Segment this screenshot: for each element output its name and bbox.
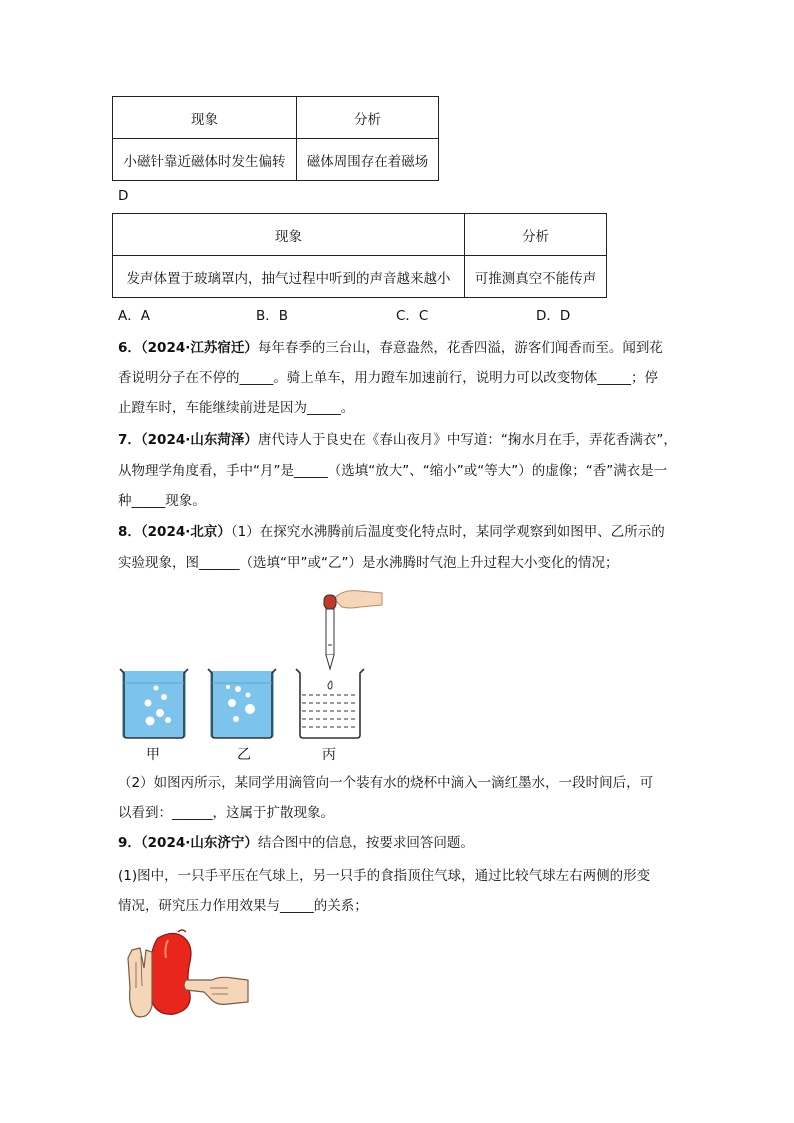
q8-line-1: [118, 522, 665, 542]
q8-source: （2024·北京）: [140, 524, 231, 540]
flat-hand: [128, 948, 152, 1017]
option-d-label: D: [118, 188, 129, 204]
table-d-cell-analysis: 可推测真空不能传声: [465, 256, 607, 298]
q9-source: （2024·山东济宁）: [140, 835, 258, 851]
figure-label-bing: 丙: [322, 747, 336, 763]
choice-d[interactable]: D．D: [536, 308, 571, 324]
q9-line-2: (1)图中，一只手平压在气球上，另一只手的食指顶住气球，通过比较气球左右两侧的形变: [118, 868, 651, 884]
dropper-with-hand: [324, 591, 382, 669]
table-d-header-analysis: 分析: [465, 214, 607, 256]
table-c-header-phenomenon: 现象: [113, 97, 297, 139]
balloon-figure: [124, 928, 254, 1022]
figure-label-jia: 甲: [146, 747, 160, 763]
choice-a[interactable]: A．A: [118, 308, 150, 324]
choice-c[interactable]: C．C: [396, 308, 429, 324]
q7-source: （2024·山东菏泽）: [140, 432, 258, 448]
q7-number: 7．: [118, 432, 141, 448]
beaker-bing: [296, 669, 364, 738]
q9-text-1: 结合图中的信息，按要求回答问题。: [257, 835, 474, 851]
beaker-yi: [208, 669, 276, 738]
q9-line-1: [118, 833, 474, 853]
beaker-figure: [110, 585, 400, 765]
q6-line-3: 止蹬车时，车能继续前进是因为_____。: [118, 400, 355, 416]
q8-line-4: 以看到：______，这属于扩散现象。: [118, 805, 334, 821]
table-c-cell-analysis: 磁体周围存在着磁场: [297, 139, 439, 181]
table-option-d: [112, 213, 607, 298]
q8-number: 8．: [118, 524, 141, 540]
q7-text-1: 唐代诗人于良史在《春山夜月》中写道：“掬水月在手，弄花香满衣”，: [257, 432, 677, 448]
q8-text-1: （1）在探究水沸腾前后温度变化特点时，某同学观察到如图甲、乙所示的: [230, 524, 665, 540]
finger-hand: [184, 977, 248, 1004]
q6-source: （2024·江苏宿迁）: [140, 340, 258, 356]
q9-number: 9．: [118, 835, 141, 851]
q6-number: 6．: [118, 340, 141, 356]
table-c-cell-phenomenon: 小磁针靠近磁体时发生偏转: [113, 139, 297, 181]
q7-line-3: 种_____现象。: [118, 493, 206, 509]
table-option-c: [112, 96, 439, 181]
q8-line-3: （2）如图丙所示，某同学用滴管向一个装有水的烧杯中滴入一滴红墨水，一段时间后，可: [118, 775, 654, 791]
q6-line-2: 香说明分子在不停的_____。骑上单车，用力蹬车加速前行，说明力可以改变物体_____；停: [118, 370, 658, 386]
balloon: [148, 930, 191, 1014]
beaker-jia: [120, 669, 188, 738]
q6-line-1: [118, 338, 663, 358]
table-d-cell-phenomenon: 发声体置于玻璃罩内，抽气过程中听到的声音越来越小: [113, 256, 465, 298]
q9-line-3: 情况，研究压力作用效果与_____的关系；: [118, 898, 368, 914]
q8-line-2: 实验现象，图______（选填“甲”或“乙”）是水沸腾时气泡上升过程大小变化的情况；: [118, 555, 619, 571]
q7-line-1: [118, 430, 677, 450]
table-c-header-analysis: 分析: [297, 97, 439, 139]
table-d-header-phenomenon: 现象: [113, 214, 465, 256]
choice-b[interactable]: B．B: [256, 308, 289, 324]
figure-label-yi: 乙: [237, 747, 251, 763]
q6-text-1: 每年春季的三台山，春意盎然，花香四溢，游客们闻香而至。闻到花: [257, 340, 663, 356]
q7-line-2: 从物理学角度看，手中“月”是_____（选填“放大”、“缩小”或“等大”）的虚像；“香”满衣是一: [118, 463, 668, 479]
